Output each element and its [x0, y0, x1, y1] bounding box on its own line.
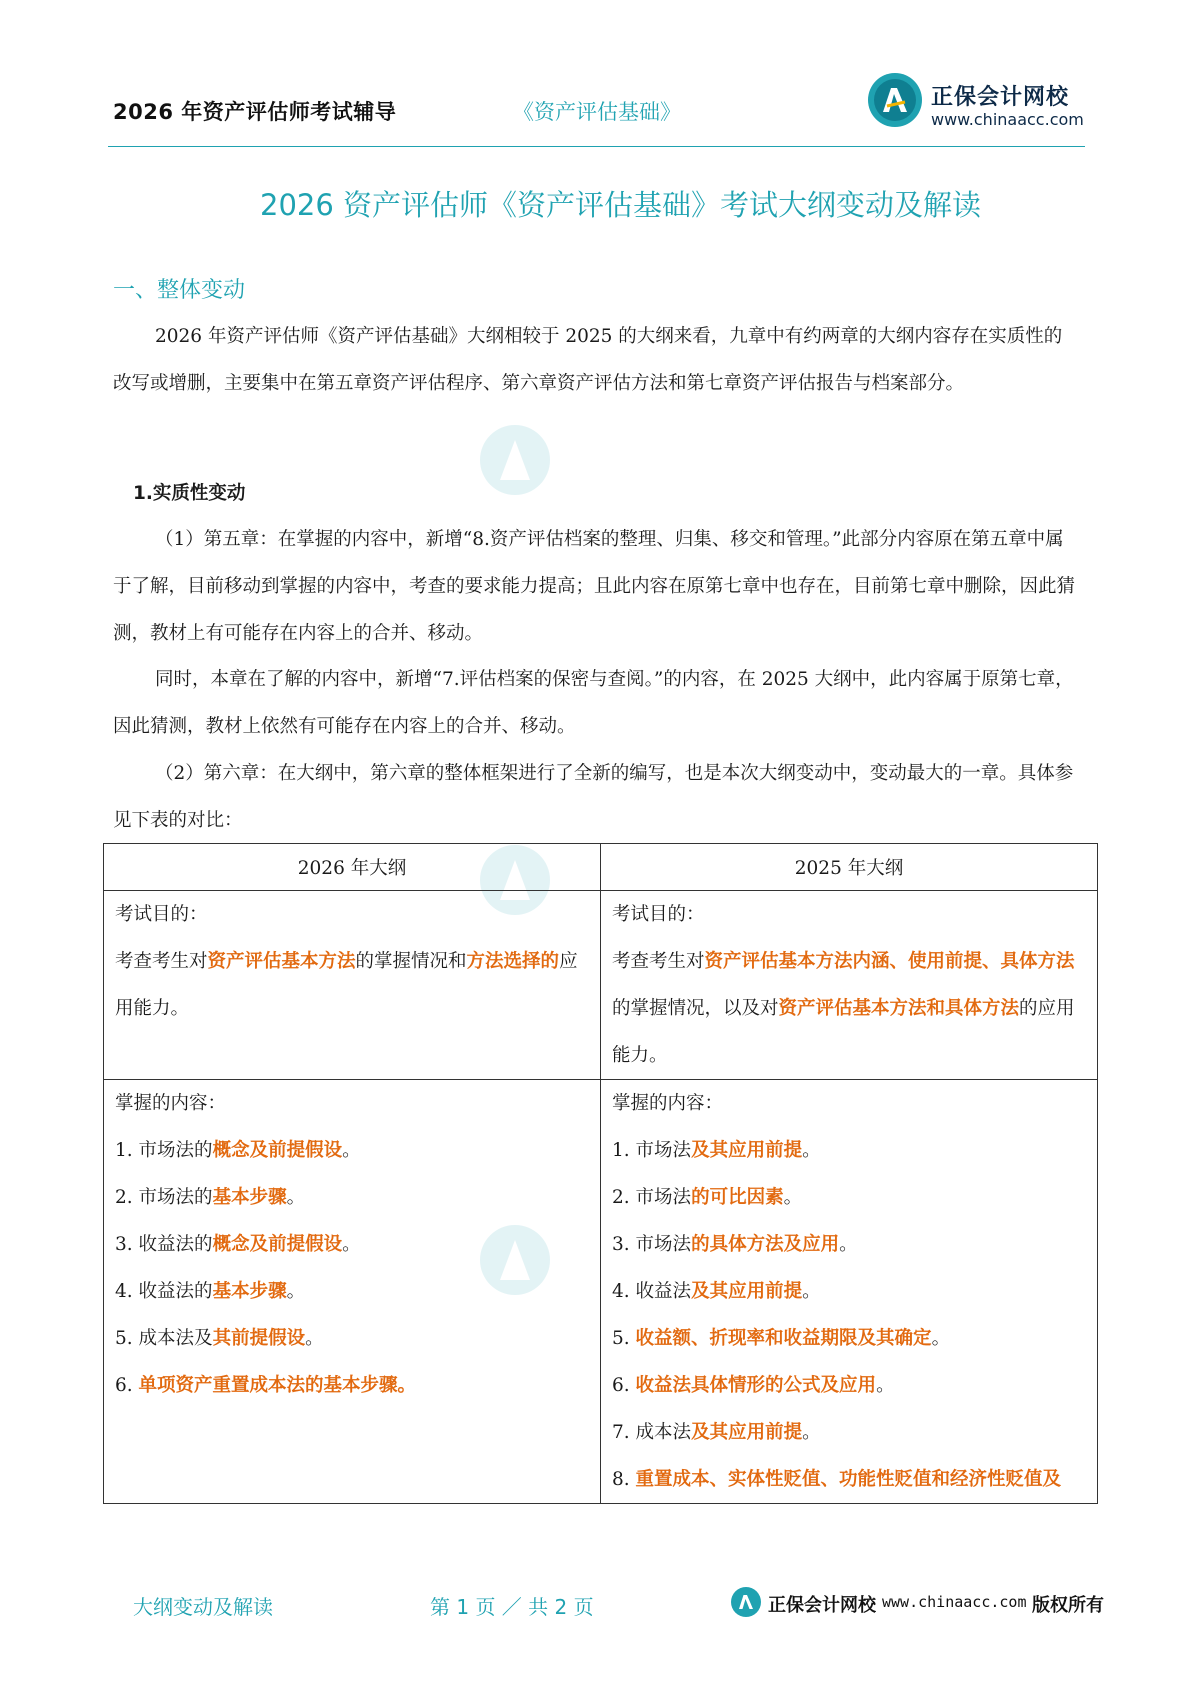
list-item: 4. 收益法及其应用前提。	[612, 1281, 821, 1302]
subsection-heading: 1.实质性变动	[133, 483, 246, 504]
header-course: 2026 年资产评估师考试辅导	[113, 100, 397, 124]
list-item: 1. 市场法的概念及前提假设。	[115, 1140, 361, 1161]
content-list-2026	[115, 1127, 589, 1409]
paragraph-chapter5: （1）第五章：在掌握的内容中，新增“8.资产评估档案的整理、归集、移交和管理。”此部分内容原在第五章中属于了解，目前移动到掌握的内容中，考查的要求能力提高；且此内容在原第七章中也存在，目前第七章中删除，因此猜测，教材上有可能存在内容上的合并、移动。	[113, 529, 1076, 644]
purpose-label: 考试目的：	[612, 904, 705, 925]
chinaacc-logo-icon	[730, 1586, 762, 1618]
section-heading: 一、整体变动	[113, 278, 246, 303]
list-item: 5. 收益额、折现率和收益期限及其确定。	[612, 1328, 951, 1349]
header-logo	[867, 72, 1082, 134]
footer-brand-name: 正保会计网校	[768, 1595, 876, 1616]
list-item: 6. 收益法具体情形的公式及应用。	[612, 1375, 895, 1396]
list-item: 2. 市场法的基本步骤。	[115, 1187, 306, 1208]
content-cell-2026	[104, 1080, 601, 1504]
purpose-cell-2025	[601, 891, 1098, 1080]
list-item: 8. 重置成本、实体性贬值、功能性贬值和经济性贬值及	[612, 1469, 1062, 1490]
list-item: 3. 市场法的具体方法及应用。	[612, 1234, 858, 1255]
comparison-table	[103, 843, 1098, 1504]
list-item: 6. 单项资产重置成本法的基本步骤。	[115, 1375, 417, 1396]
header-subject: 《资产评估基础》	[513, 100, 681, 124]
chinaacc-logo-icon	[867, 72, 923, 128]
content-list-2025	[612, 1127, 1086, 1503]
footer-doc-title: 大纲变动及解读	[133, 1595, 273, 1619]
paragraph-chapter6: （2）第六章：在大纲中，第六章的整体框架进行了全新的编写，也是本次大纲变动中，变动最大的一章。具体参见下表的对比：	[113, 763, 1074, 831]
list-item: 4. 收益法的基本步骤。	[115, 1281, 306, 1302]
purpose-text: 考查考生对资产评估基本方法内涵、使用前提、具体方法的掌握情况，以及对资产评估基本方法和具体方法的应用能力。	[612, 951, 1075, 1066]
list-item: 1. 市场法及其应用前提。	[612, 1140, 821, 1161]
footer-page-number: 第 1 页 ／ 共 2 页	[430, 1595, 594, 1619]
list-item: 7. 成本法及其应用前提。	[612, 1422, 821, 1443]
table-header-2025: 2025 年大纲	[601, 844, 1098, 891]
purpose-cell-2026	[104, 891, 601, 1080]
paragraph-chapter5-extra: 同时，本章在了解的内容中，新增“7.评估档案的保密与查阅。”的内容，在 2025 大纲中，此内容属于原第七章，因此猜测，教材上依然有可能存在内容上的合并、移动。	[113, 669, 1074, 737]
list-item: 3. 收益法的概念及前提假设。	[115, 1234, 361, 1255]
table-header-2026: 2026 年大纲	[104, 844, 601, 891]
content-label: 掌握的内容：	[612, 1093, 724, 1114]
logo-name: 正保会计网校	[931, 85, 1070, 110]
purpose-text: 考查考生对资产评估基本方法的掌握情况和方法选择的应用能力。	[115, 951, 578, 1019]
content-cell-2025	[601, 1080, 1098, 1504]
logo-url: www.chinaacc.com	[931, 110, 1084, 129]
header-divider	[108, 146, 1085, 147]
content-label: 掌握的内容：	[115, 1093, 227, 1114]
footer-url: www.chinaacc.com	[882, 1593, 1027, 1611]
purpose-label: 考试目的：	[115, 904, 208, 925]
list-item: 5. 成本法及其前提假设。	[115, 1328, 324, 1349]
footer-rights: 版权所有	[1032, 1595, 1104, 1616]
intro-paragraph: 2026 年资产评估师《资产评估基础》大纲相较于 2025 的大纲来看，九章中有约两章的大纲内容存在实质性的改写或增删，主要集中在第五章资产评估程序、第六章资产评估方法和第七章资产评估报告与档案部分。	[113, 326, 1063, 394]
list-item: 2. 市场法的可比因素。	[612, 1187, 803, 1208]
page-title: 2026 资产评估师《资产评估基础》考试大纲变动及解读	[260, 188, 982, 222]
